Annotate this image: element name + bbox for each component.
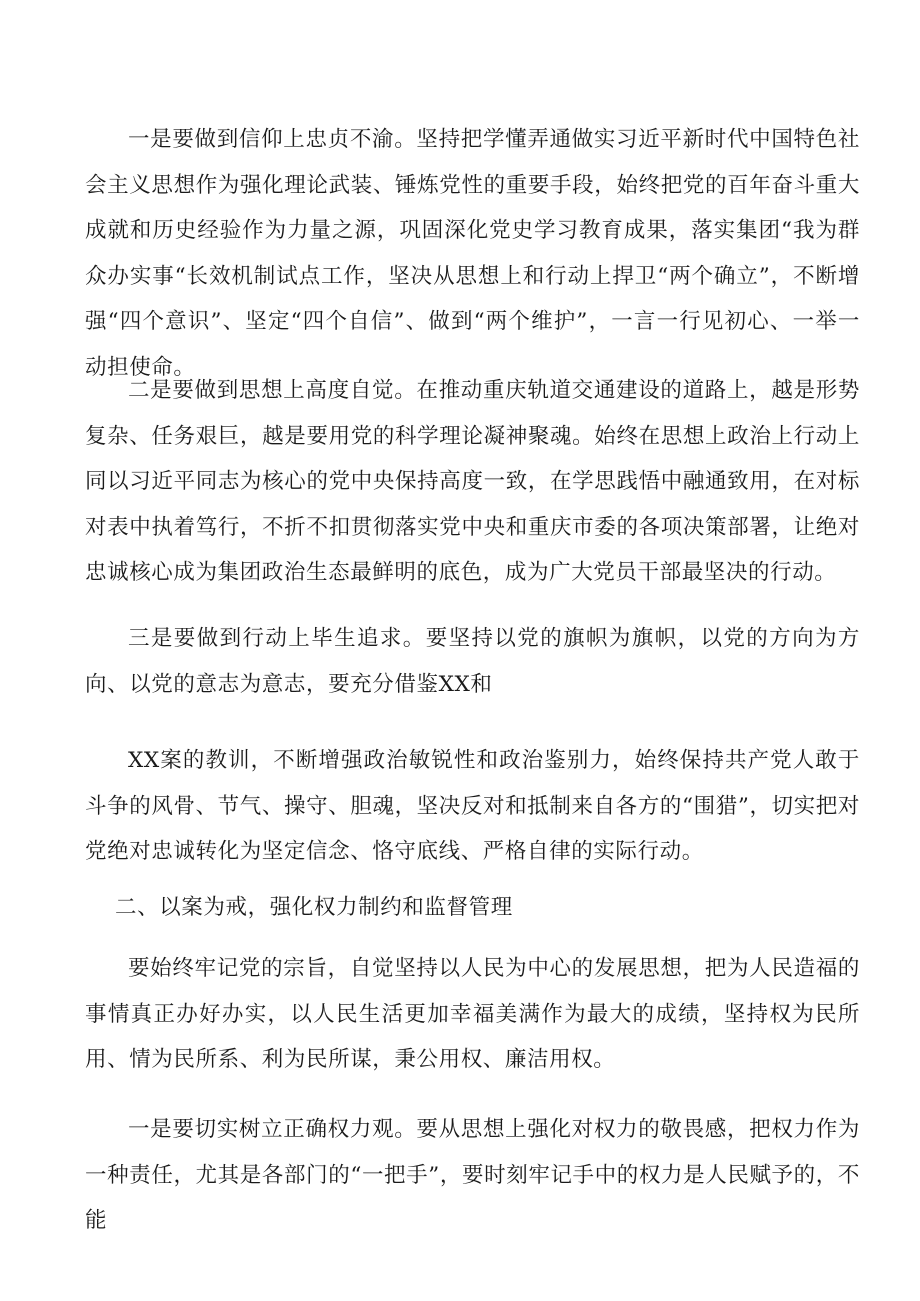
section-heading-power-supervision: 二、以案为戒，强化权力制约和监督管理 [115, 895, 513, 920]
paragraph-party-purpose: 要始终牢记党的宗旨，自觉坚持以人民为中心的发展思想，把为人民造福的事情真正办好办实，以人民生活更加幸福美满作为最大的成绩，坚持权为民所用、情为民所系、利为民所谋，秉公用权、廉洁用权。 [85, 956, 860, 1073]
paragraph-case-lessons: XX案的教训，不断增强政治敏锐性和政治鉴别力，始终保持共产党人敢于斗争的风骨、节气、操守、胆魂，坚决反对和抵制来自各方的“围猎”，切实把对党绝对忠诚转化为坚定信念、恪守底线、严格自律的实际行动。 [85, 748, 860, 865]
paragraph-faith-loyalty: 一是要做到信仰上忠贞不渝。坚持把学懂弄通做实习近平新时代中国特色社会主义思想作为强化理论武装、锤炼党性的重要手段，始终把党的百年奋斗重大成就和历史经验作为力量之源，巩固深化党史学习教育成果，落实集团“我为群众办实事“长效机制试点工作，坚决从思想上和行动上捍卫“两个确立”，不断增强“四个意识”、坚定“四个自信”、做到“两个维护”，一言一行见初心、一举一动担使命。 [85, 127, 860, 380]
paragraph-lifelong-pursuit: 三是要做到行动上毕生追求。要坚持以党的旗帜为旗帜，以党的方向为方向、以党的意志为意志，要充分借鉴XX和 [85, 626, 860, 697]
paragraph-thought-consciousness: 二是要做到思想上高度自觉。在推动重庆轨道交通建设的道路上，越是形势复杂、任务艰巨，越是要用党的科学理论凝神聚魂。始终在思想上政治上行动上同以习近平同志为核心的党中央保持高度一致，在学思践悟中融通致用，在对标对表中执着笃行，不折不扣贯彻落实党中央和重庆市委的各项决策部署，让绝对忠诚核心成为集团政治生态最鲜明的底色，成为广大党员干部最坚决的行动。 [85, 378, 860, 586]
paragraph-correct-power-view: 一是要切实树立正确权力观。要从思想上强化对权力的敬畏感，把权力作为一种责任，尤其是各部门的“一把手”，要时刻牢记手中的权力是人民赋予的，不能 [85, 1117, 860, 1234]
